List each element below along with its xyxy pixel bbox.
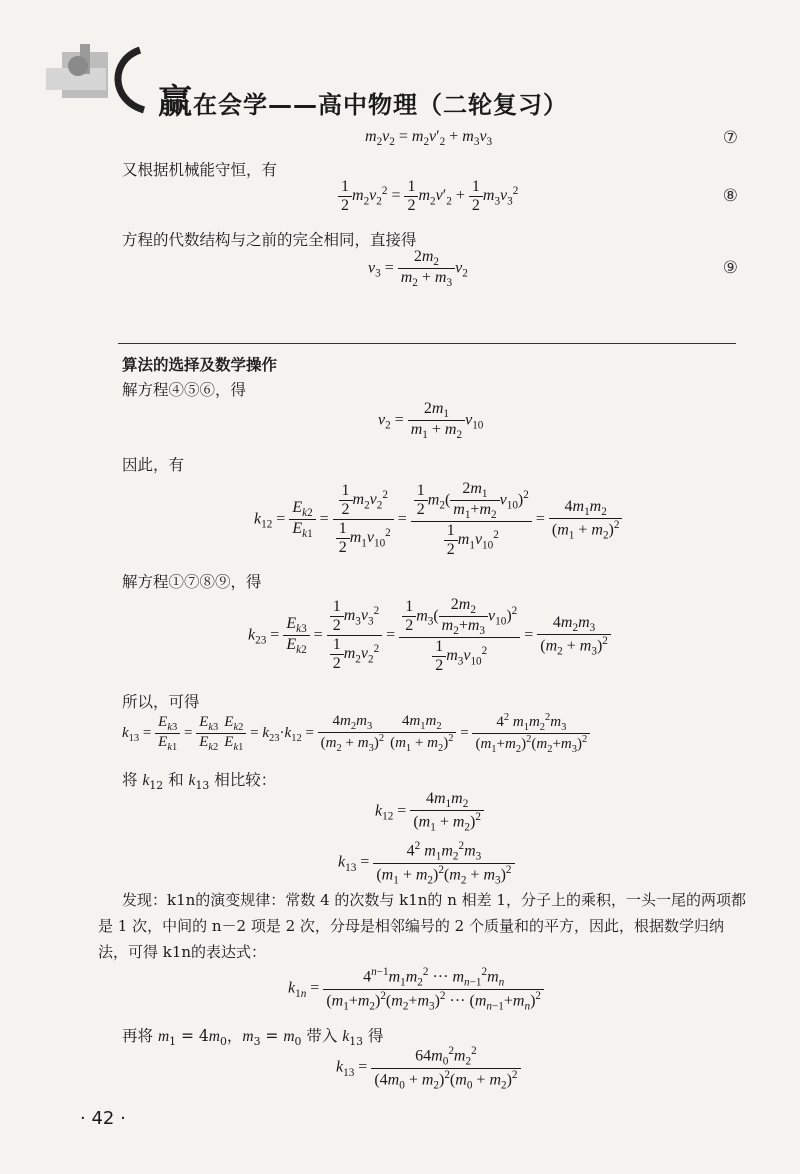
equation-k23: $k_{23}$ = $\frac{E_{k3}}{E_{k2}}$ = $\frac{1}{2}$ $m_3v_3^2$ $\frac{1}{2}$ $m_2v_2^2$ = $\frac{1}{2}$ $m_3$( $\frac{2m_2}{m_2+m_3}$ $v_{10})^2$ $\frac{1}{2}$ $m_3v_{10}^2$ = $\frac{4m_2m_3}{(m_2 + m_3)^2}$ bbox=[248, 596, 611, 675]
equation-k13-repeat: $k_{13}$ = $\frac{4^2 m_1m_2^2m_3}{(m_1 + m_2)^2(m_2 + m_3)^2}$ bbox=[338, 840, 515, 886]
book-logo-icon bbox=[40, 40, 160, 120]
page-number: · 42 · bbox=[80, 1108, 126, 1129]
text-so: 所以，可得 bbox=[122, 693, 200, 711]
equation-k13-substituted: $k_{13}$ = $\frac{64m_0^2m_2^2}{(4m_0 + m_2)^2(m_0 + m_2)^2}$ bbox=[336, 1045, 521, 1091]
equation-number-9: ⑨ bbox=[722, 258, 738, 278]
equation-momentum: $m_2v_2 = m_2v'_2 + m_3v_3$ bbox=[365, 128, 493, 149]
text-energy-conservation: 又根据机械能守恒，有 bbox=[122, 161, 278, 179]
equation-k12: $k_{12}$ = $\frac{E_{k2}}{E_{k1}}$ = $\frac{1}{2}$ $m_2v_2^2$ $\frac{1}{2}$ $m_1v_{10}^2$ = $\frac{1}{2}$ $m_2$( $\frac{2m_1}{m_1+m_2}$ $v_{10})^2$ $\frac{1}{2}$ $m_1v_{10}^2$ = $\frac{4m_1m_2}{(m_1 + m_2)^2}$ bbox=[254, 480, 622, 559]
page-header bbox=[40, 40, 760, 130]
equation-k12-repeat: $k_{12}$ = $\frac{4m_1m_2}{(m_1 + m_2)^2}$ bbox=[375, 790, 484, 834]
text-compare: 将 $k_{12}$ 和 $k_{13}$ 相比较： bbox=[122, 771, 277, 793]
equation-energy: $\frac{1}{2}$ $m_2v_2^2$ = $\frac{1}{2}$ $m_2v'_2$ + $\frac{1}{2}$ $m_3v_3^2$ bbox=[338, 178, 518, 215]
equation-k13-chain: $k_{13}$ = $\frac{E_{k3}}{E_{k1}}$ = $\frac{E_{k3}}{E_{k2}}$ $\frac{E_{k2}}{E_{k1}}$ = $k_{23}\cdot k_{12}$ = $\frac{4m_2m_3}{(m_2 + m_3)^2}$ $\frac{4m_1m_2}{(m_1 + m_2)^2}$ = $\frac{4^2 m_1m_2^2m_3}{(m_1+m_2)^2(m_2+m_3)^2}$ bbox=[122, 712, 590, 755]
equation-v3: $v_3$ = $\frac{2m_2}{m_2 + m_3}$ $v_2$ bbox=[368, 248, 468, 290]
section-heading: 算法的选择及数学操作 bbox=[122, 356, 278, 374]
text-therefore: 因此，有 bbox=[122, 456, 185, 474]
section-divider bbox=[118, 343, 736, 344]
text-solve-456: 解方程④⑤⑥，得 bbox=[122, 381, 247, 399]
equation-k1n: $k_{1n}$ = $\frac{4^{n-1}m_1m_2^2 \cdot\cdot\cdot m_{n-1}^2m_n}{(m_1+m_2)^2(m_2+m_3)^2 \cdot\cdot\cdot (m_{n-1}+m_n)^2}$ bbox=[288, 966, 544, 1012]
book-title: 赢在会学——高中物理（二轮复习） bbox=[158, 82, 568, 122]
text-substitute: 再将 $m_1 = 4m_0$，$m_3 = m_0$ 带入 $k_{13}$ 得 bbox=[122, 1027, 384, 1049]
equation-number-8: ⑧ bbox=[722, 186, 738, 206]
text-finding-paragraph: 发现：k1n的演变规律：常数 4 的次数与 k1n的 n 相差 1，分子上的乘积，一头一尾的两项都是 1 次，中间的 n－2 项是 2 次，分母是相邻编号的 2 个质量和的平方，因此，根据数学归纳法，可得 k1n的表达式： bbox=[98, 891, 746, 961]
equation-v2: $v_2$ = $\frac{2m_1}{m_1 + m_2}$ $v_{10}$ bbox=[378, 400, 484, 442]
text-solve-1789: 解方程①⑦⑧⑨，得 bbox=[122, 573, 262, 591]
text-same-structure: 方程的代数结构与之前的完全相同，直接得 bbox=[122, 231, 417, 249]
equation-number-7: ⑦ bbox=[722, 128, 738, 148]
